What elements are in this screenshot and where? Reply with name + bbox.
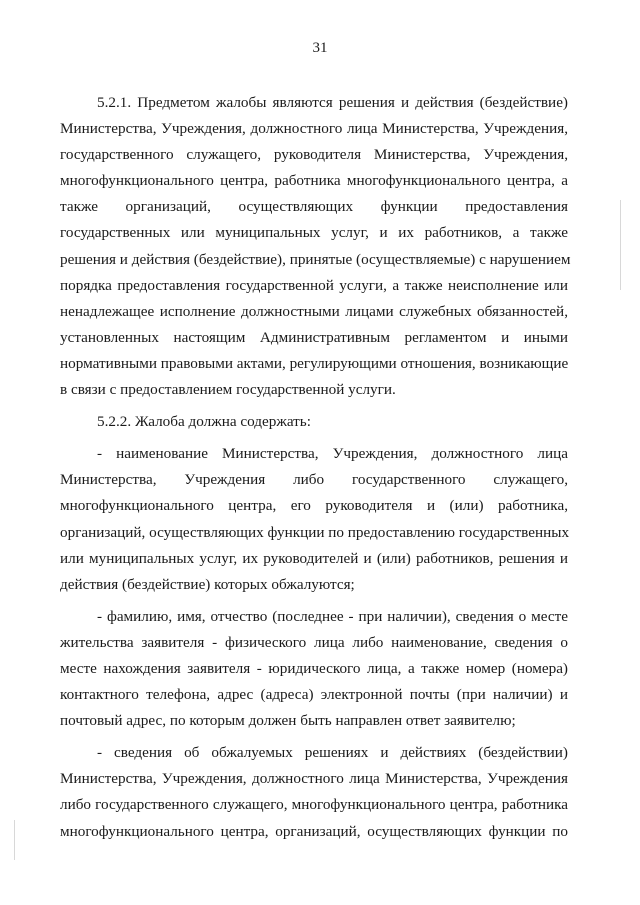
text-line: контактного телефона, адрес (адреса) электронной почты (при наличии) и: [60, 686, 568, 704]
text-line: установленных настоящим Административным регламентом и иными: [60, 328, 568, 346]
text-line: Министерства, Учреждения, должностного лица Министерства, Учреждения: [60, 770, 568, 788]
text-line: государственных или муниципальных услуг, и их работников, а также: [60, 224, 568, 242]
text-line: действия (бездействие) которых обжалуются;: [60, 575, 355, 593]
text-line: многофункционального центра, работника многофункционального центра, а: [60, 172, 568, 190]
text-line: многофункционального центра, организаций, осуществляющих функции по: [60, 822, 568, 840]
text-line: месте нахождения заявителя - юридического лица, а также номер (номера): [60, 659, 568, 677]
text-line: порядка предоставления государственной услуги, а также неисполнение или: [60, 276, 568, 294]
list-item-name: [60, 441, 568, 598]
text-line: государственного служащего, руководителя Министерства, Учреждения,: [60, 146, 568, 164]
scan-edge-mark: [620, 200, 621, 290]
text-line: 5.2.2. Жалоба должна содержать:: [97, 413, 311, 431]
text-line: Министерства, Учреждения либо государственного служащего,: [60, 471, 568, 489]
text-line: жительства заявителя - физического лица либо наименование, сведения о: [60, 633, 568, 651]
scan-edge-mark: [14, 820, 15, 860]
list-item-appealed-decisions: [60, 740, 568, 844]
text-line: 5.2.1. Предметом жалобы являются решения и действия (бездействие): [97, 94, 568, 111]
text-line: организаций, осуществляющих функции по предоставлению государственных: [60, 523, 570, 541]
paragraph-5-2-2: [60, 409, 568, 435]
document-body: [60, 90, 571, 851]
text-line: - сведения об обжалуемых решениях и действиях (бездействии): [97, 744, 568, 762]
paragraph-5-2-1: [60, 90, 571, 403]
text-line: - наименование Министерства, Учреждения, должностного лица: [97, 445, 568, 463]
text-line: в связи с предоставлением государственной услуги.: [60, 381, 396, 399]
text-line: нормативными правовыми актами, регулирующими отношения, возникающие: [60, 354, 569, 372]
text-line: также организаций, осуществляющих функции предоставления: [60, 198, 568, 216]
list-item-applicant-details: [60, 604, 568, 734]
text-line: или муниципальных услуг, их руководителей и (или) работников, решения и: [60, 549, 568, 567]
text-line: - фамилию, имя, отчество (последнее - при наличии), сведения о месте: [97, 607, 568, 625]
text-line: почтовый адрес, по которым должен быть направлен ответ заявителю;: [60, 712, 516, 730]
text-line: ненадлежащее исполнение должностными лицами служебных обязанностей,: [60, 302, 568, 320]
text-line: либо государственного служащего, многофункционального центра, работника: [60, 796, 568, 814]
page-number: 31: [312, 40, 328, 56]
text-line: многофункционального центра, его руководителя и (или) работника,: [60, 497, 568, 515]
text-line: Министерства, Учреждения, должностного лица Министерства, Учреждения,: [60, 120, 568, 138]
text-line: решения и действия (бездействие), принятые (осуществляемые) с нарушением: [60, 250, 571, 268]
